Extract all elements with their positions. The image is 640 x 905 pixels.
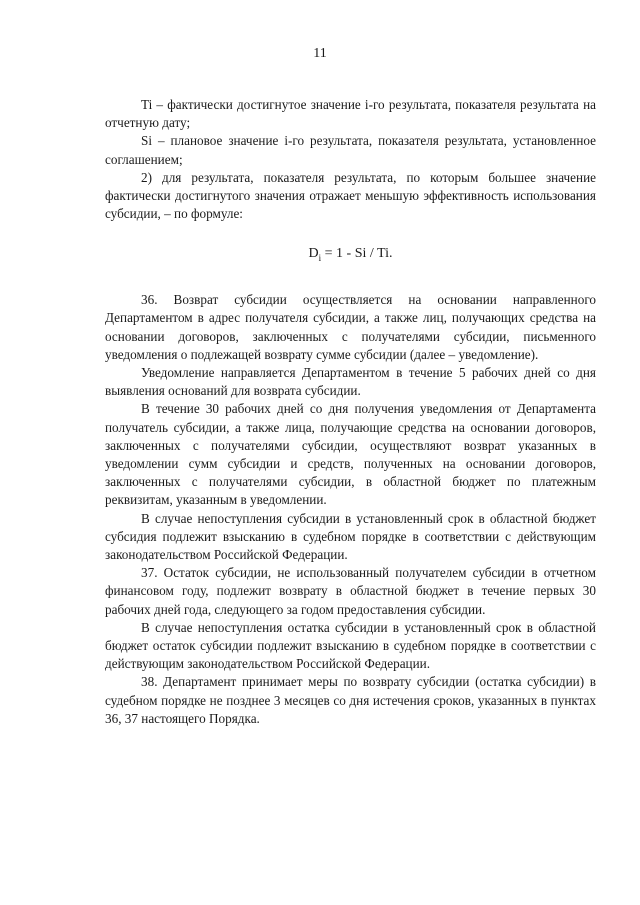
paragraph-ti-definition: Ti – фактически достигнутое значение i-го результата, показателя результата на отчетную дату; xyxy=(105,97,596,131)
formula-lhs-subscript: i xyxy=(318,253,322,264)
paragraph-notification-term: Уведомление направляется Департаментом в течение 5 рабочих дней со дня выявления оснований для возврата субсидии. xyxy=(105,365,596,399)
paragraph-return-term: В течение 30 рабочих дней со дня получения уведомления от Департамента получатель субсидии, а также лица, получающие средства на основании договоров, заключенных с получателями субсидии, осуществляют возврат указанных в уведомлении сумм субсидии и средств, полученных на основании договоров, заключенных с получателями субсидии, в областной бюджет по платежным реквизитам, указанным в уведомлении. xyxy=(105,401,596,508)
paragraph-formula-intro: 2) для результата, показателя результата, по которым большее значение фактически достигнутого значения отражает меньшую эффективность использования субсидии, – по формуле: xyxy=(105,169,596,222)
paragraph-si-definition: Si – плановое значение i-го результата, показателя результата, установленное соглашением; xyxy=(105,133,596,167)
page-number: 11 xyxy=(313,46,327,61)
paragraph-clause-38: 38. Департамент принимает меры по возврату субсидии (остатка субсидии) в судебном порядке не позднее 3 месяцев со дня истечения сроков, указанных в пунктах 36, 37 настоящего Порядка. xyxy=(105,674,596,726)
formula-rhs: = 1 - Si / Ti. xyxy=(321,246,393,262)
paragraph-subsidy-recovery: В случае непоступления субсидии в установленный срок в областной бюджет субсидия подлежит взысканию в судебном порядке в соответствии с действующим законодательством Российской Федерации. xyxy=(105,510,596,563)
paragraph-clause-37: 37. Остаток субсидии, не использованный получателем субсидии в отчетном финансовом году, подлежит возврату в областной бюджет в течение первых 30 рабочих дней года, следующего за годом предоставления субсидии. xyxy=(105,565,596,617)
paragraph-clause-36: 36. Возврат субсидии осуществляется на основании направленного Департаментом в адрес получателя субсидии, а также лиц, получающих средства на основании договоров, заключенных с получателями субсидии, письменного уведомления о подлежащей возврату сумме субсидии (далее – уведомление). xyxy=(105,292,596,362)
formula-lhs: D xyxy=(308,246,319,262)
paragraph-remainder-recovery: В случае непоступления остатка субсидии в установленный срок в областной бюджет остаток субсидии подлежит взысканию в судебном порядке в соответствии с действующим законодательством Российской Федерации. xyxy=(105,619,596,672)
formula xyxy=(105,245,596,267)
document-body xyxy=(105,96,596,728)
